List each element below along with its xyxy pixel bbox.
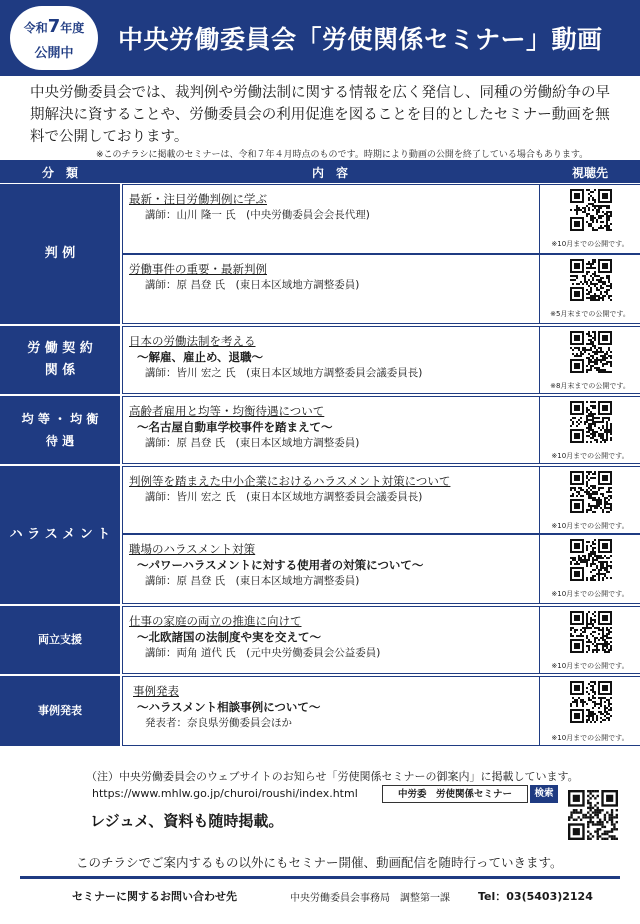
table-row xyxy=(122,396,640,464)
availability-note: ※8月末までの公開です。 xyxy=(550,382,630,390)
row-lecturer: 発表者：奈良県労働委員会ほか xyxy=(145,717,292,729)
availability-note: ※10月までの公開です。 xyxy=(551,522,629,530)
contact-label: セミナーに関するお問い合わせ先 xyxy=(72,890,237,903)
category-equal-treatment: 均 等 ・ 均 衡 待 遇 xyxy=(0,396,120,464)
category-hanrei: 判 例 xyxy=(0,184,120,324)
table-row xyxy=(122,466,640,534)
badge-status: 公開中 xyxy=(34,46,74,61)
availability-note: ※10月までの公開です。 xyxy=(551,452,629,460)
availability-note: ※5月末までの公開です。 xyxy=(550,310,630,318)
availability-note: ※10月までの公開です。 xyxy=(551,590,629,598)
contact-org: 中央労働委員会事務局 調整第一課 xyxy=(290,893,450,904)
row-lecturer: 講師：原 昌登 氏 (東日本区域地方調整委員) xyxy=(145,279,360,291)
table-row xyxy=(122,676,640,746)
row-title: 職場のハラスメント対策 xyxy=(129,542,256,556)
website-url[interactable]: https://www.mhlw.go.jp/churoi/roushi/index.html xyxy=(92,787,358,800)
table-row xyxy=(122,534,640,604)
page-title: 中央労働委員会「労使関係セミナー」動画 xyxy=(118,25,603,54)
website-note: （注）中央労働委員会のウェブサイトのお知らせ「労使関係セミナーの御案内」に掲載しています。 xyxy=(86,770,579,783)
intro-notice: ※このチラシに掲載のセミナーは、令和７年４月時点のものです。時期により動画の公開を終了している場合もあります。 xyxy=(96,150,589,160)
header-category: 分 類 xyxy=(41,166,78,180)
row-title: 日本の労働法制を考える xyxy=(129,334,256,348)
row-subtitle: ～パワーハラスメントに対する使用者の対策について～ xyxy=(137,558,424,572)
qr-code-icon[interactable] xyxy=(570,259,612,301)
badge-suffix: 年度 xyxy=(60,21,85,35)
qr-code-icon[interactable] xyxy=(570,611,612,653)
category-case-study: 事例発表 xyxy=(0,676,120,746)
availability-note: ※10月までの公開です。 xyxy=(551,240,629,248)
badge-year: 7 xyxy=(47,16,61,37)
search-button[interactable]: 検索 xyxy=(530,785,558,803)
search-box[interactable]: 中労委 労使関係セミナー xyxy=(382,785,528,803)
table-row xyxy=(122,184,640,254)
table-row xyxy=(122,606,640,674)
qr-code-icon[interactable] xyxy=(570,331,612,373)
row-subtitle: ～ハラスメント相談事例について～ xyxy=(137,700,321,714)
row-lecturer: 講師：皆川 宏之 氏 (東日本区域地方調整委員会議委員長) xyxy=(145,367,423,379)
divider xyxy=(20,876,620,879)
row-title: 事例発表 xyxy=(133,684,179,698)
category-labor-contract: 労 働 契 約 関 係 xyxy=(0,326,120,394)
availability-note: ※10月までの公開です。 xyxy=(551,734,629,742)
qr-code-icon[interactable] xyxy=(570,401,612,443)
closing-text: このチラシでご案内するもの以外にもセミナー開催、動画配信を随時行っていきます。 xyxy=(76,855,563,870)
category-work-life: 両立支援 xyxy=(0,606,120,674)
row-title: 仕事の家庭の両立の推進に向けて xyxy=(129,614,302,628)
availability-note: ※10月までの公開です。 xyxy=(551,662,629,670)
row-lecturer: 講師：山川 隆一 氏 (中央労働委員会会長代理) xyxy=(145,209,370,221)
intro-text: 中央労働委員会では、裁判例や労働法制に関する情報を広く発信し、同種の労働紛争の早期解決に資することや、労働委員会の利用促進を図ることを目的としたセミナー動画を無料で公開しております。 xyxy=(30,85,610,145)
header-content: 内 容 xyxy=(311,166,348,180)
resume-note: レジュメ、資料も随時掲載。 xyxy=(90,812,284,830)
contact-tel: Tel：03(5403)2124 xyxy=(478,890,593,903)
row-lecturer: 講師：皆川 宏之 氏 (東日本区域地方調整委員会議委員長) xyxy=(145,491,423,503)
table-row xyxy=(122,254,640,324)
qr-code-icon[interactable] xyxy=(570,539,612,581)
row-title: 労働事件の重要・最新判例 xyxy=(129,262,267,276)
row-lecturer: 講師：原 昌登 氏 (東日本区域地方調整委員) xyxy=(145,575,360,587)
row-subtitle: ～名古屋自動車学校事件を踏まえて～ xyxy=(137,420,333,434)
qr-code-icon[interactable] xyxy=(570,681,612,723)
row-lecturer: 講師：両角 道代 氏 (元中央労働委員会公益委員) xyxy=(145,647,381,659)
row-title: 判例等を踏まえた中小企業におけるハラスメント対策について xyxy=(129,474,451,488)
header-viewing: 視聴先 xyxy=(571,166,608,180)
header-banner xyxy=(0,0,640,76)
row-lecturer: 講師：原 昌登 氏 (東日本区域地方調整委員) xyxy=(145,437,360,449)
row-title: 高齢者雇用と均等・均衡待遇について xyxy=(129,404,325,418)
qr-code-icon[interactable] xyxy=(570,189,612,231)
qr-code-icon[interactable] xyxy=(568,790,618,840)
row-subtitle: ～北欧諸国の法制度や実を交えて～ xyxy=(137,630,321,644)
table-header xyxy=(0,160,640,183)
category-harassment: ハ ラ ス メ ン ト xyxy=(0,466,120,604)
row-subtitle: ～解雇、雇止め、退職～ xyxy=(137,350,264,364)
table-row xyxy=(122,326,640,394)
year-badge xyxy=(10,6,98,70)
row-title: 最新・注目労働判例に学ぶ xyxy=(129,192,267,206)
badge-prefix: 令和 xyxy=(23,21,48,35)
qr-code-icon[interactable] xyxy=(570,471,612,513)
